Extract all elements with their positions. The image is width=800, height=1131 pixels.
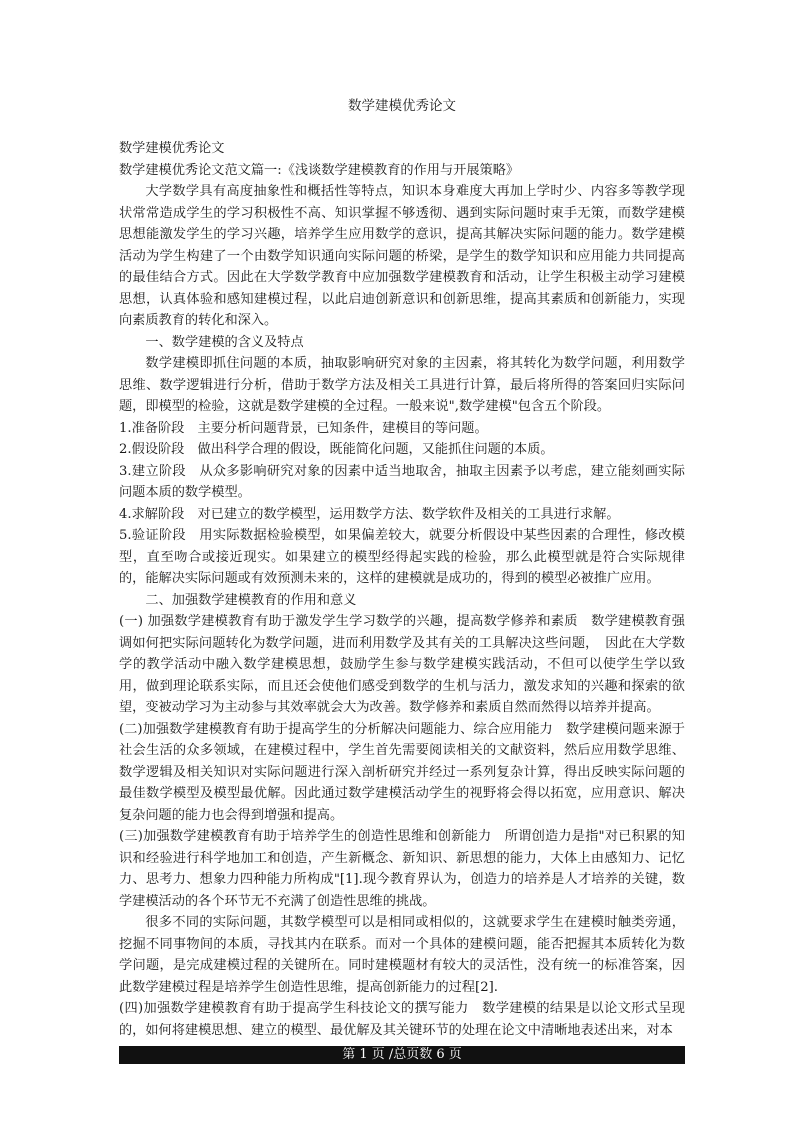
section-1-heading: 一、数学建模的含义及特点 [145,334,304,350]
page-number-label: 第 1 页 /总页数 6 页 [342,1047,462,1062]
section-2-heading: 二、加强数学建模教育的作用和意义 [145,592,357,608]
point-2-paragraph: (二)加强数学建模教育有助于提高学生的分析解决问题能力、综合应用能力 数学建模问题来源于社会生活的众多领域，在建模过程中，学生首先需要阅读相关的文献资料，然后应用数学思维、数学逻辑及相关知识对实际问题进行深入剖析研究并经过一系列复杂计算，得出反映实际问题的最佳数学模型及模型最优解。因此通过数学建模活动学生的视野将会得以拓宽，应用意识、解决复杂问题的能力也会得到增强和提高。 [119,721,685,823]
stage-2-item: 2.假设阶段 做出科学合理的假设，既能简化问题，又能抓住问题的本质。 [119,442,554,457]
document-page [119,96,685,1041]
point-1-paragraph: (一) 加强数学建模教育有助于激发学生学习数学的兴趣，提高数学修养和素质 数学建模教育强调如何把实际问题转化为数学问题，进而利用数学及其有关的工具解决这些问题， 因此在大学数学的教学活动中融入数学建模思想，鼓励学生参与数学建模实践活动，不但可以使学生学以致用，做到理论联系实际，而且还会使他们感受到数学的生机与活力，激发求知的兴趣和探索的欲望，变被动学习为主动参与其效率就会大为改善。数学修养和素质自然而然得以培养并提高。 [119,614,685,715]
stage-3-item: 3.建立阶段 从众多影响研究对象的因素中适当地取舍，抽取主因素予以考虑，建立能刻画实际问题本质的数学模型。 [119,463,685,500]
document-subtitle: 数学建模优秀论文 [119,141,225,156]
point-3-continuation: 很多不同的实际问题，其数学模型可以是相同或相似的，这就要求学生在建模时触类旁通，挖掘不同事物间的本质，寻找其内在联系。而对一个具体的建模问题，能否把握其本质转化为数学问题，是完成建模过程的关键所在。同时建模题材有较大的灵活性，没有统一的标准答案，因此数学建模过程是培养学生创造性思维，提高创新能力的过程[2]. [119,915,685,995]
stage-1-item: 1.准备阶段 主要分析问题背景，已知条件，建模目的等问题。 [119,420,488,436]
point-4-paragraph: (四)加强数学建模教育有助于提高学生科技论文的撰写能力 数学建模的结果是以论文形式呈现的，如何将建模思想、建立的模型、最优解及其关键环节的处理在论文中清晰地表述出来，对本 [119,1001,685,1038]
page-title: 数学建模优秀论文 [348,98,456,114]
section-1-body: 数学建模即抓住问题的本质，抽取影响研究对象的主因素，将其转化为数学问题，利用数学思维、数学逻辑进行分析，借助于数学方法及相关工具进行计算，最后将所得的答案回归实际问题，即模型的检验，这就是数学建模的全过程。一般来说",数学建模"包含五个阶段。 [119,356,685,414]
stage-4-item: 4.求解阶段 对已建立的数学模型，运用数学方法、数学软件及相关的工具进行求解。 [119,506,620,522]
point-3-paragraph: (三)加强数学建模教育有助于培养学生的创造性思维和创新能力 所谓创造力是指"对已积累的知识和经验进行科学地加工和创造，产生新概念、新知识、新思想的能力，大体上由感知力、记忆力、思考力、想象力四种能力所构成"[1].现今教育界认为，创造力的培养是人才培养的关键，数学建模活动的各个环节无不充满了创造性思维的挑战。 [119,829,685,909]
stage-5-item: 5.验证阶段 用实际数据检验模型，如果偏差较大，就要分析假设中某些因素的合理性，修改模型，直至吻合或接近现实。如果建立的模型经得起实践的检验，那么此模型就是符合实际规律的，能解决实际问题或有效预测未来的，这样的建模就是成功的，得到的模型必被推广应用。 [119,528,685,586]
intro-paragraph: 大学数学具有高度抽象性和概括性等特点，知识本身难度大再加上学时少、内容多等教学现状常常造成学生的学习积极性不高、知识掌握不够透彻、遇到实际问题时束手无策，而数学建模思想能激发学生的学习兴趣，培养学生应用数学的意识，提高其解决实际问题的能力。数学建模活动为学生构建了一个由数学知识通向实际问题的桥梁，是学生的数学知识和应用能力共同提高的最佳结合方式。因此在大学数学教育中应加强数学建模教育和活动，让学生积极主动学习建模思想，认真体验和感知建模过程，以此启迪创新意识和创新思维，提高其素质和创新能力，实现向素质教育的转化和深入。 [119,184,685,328]
article-heading: 数学建模优秀论文范文篇一:《浅谈数学建模教育的作用与开展策略》 [119,162,520,178]
page-footer [119,1046,685,1064]
